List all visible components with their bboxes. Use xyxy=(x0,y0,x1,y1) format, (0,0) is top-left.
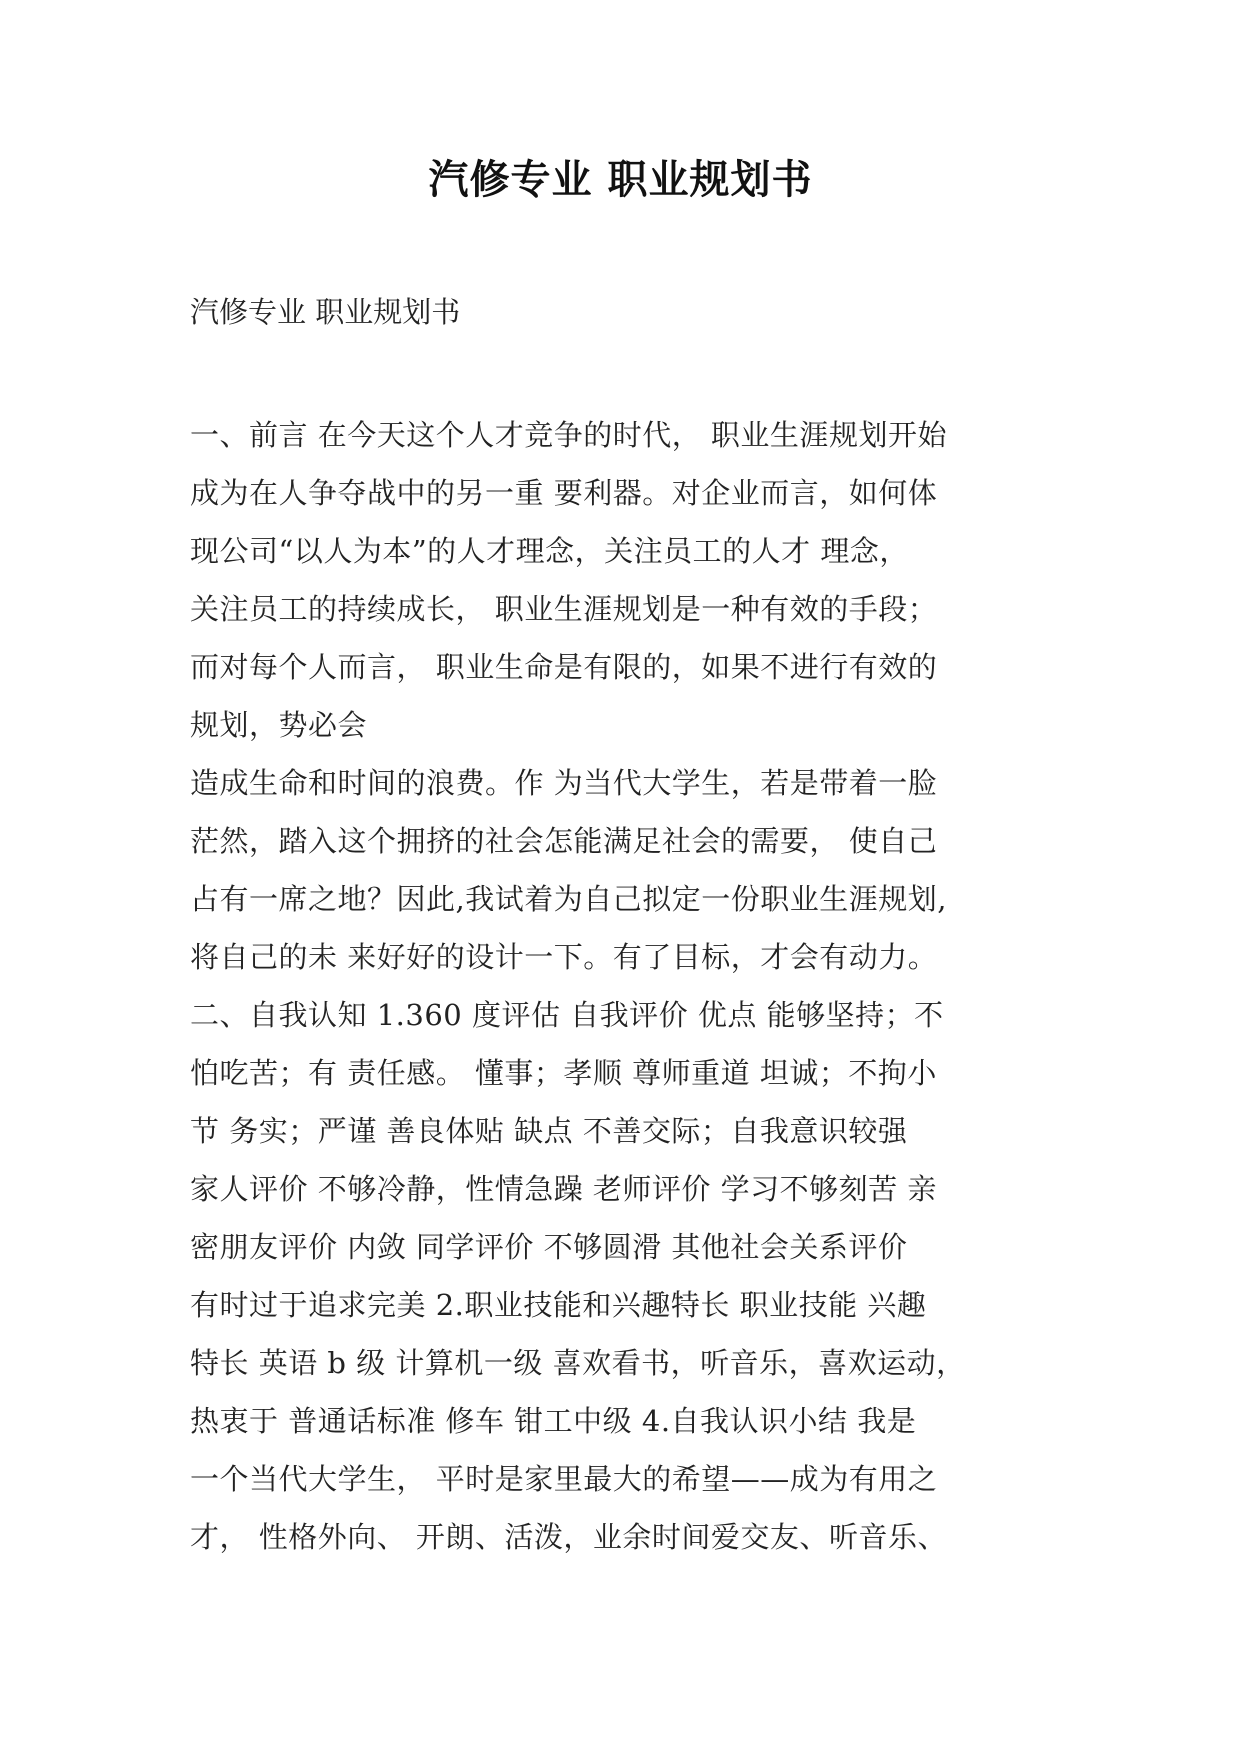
body-text-line: 怕吃苦；有 责任感。 懂事；孝顺 尊师重道 坦诚；不拘小 xyxy=(190,1056,937,1090)
body-text-line: 现公司“以人为本”的人才理念，关注员工的人才 理念， xyxy=(190,534,909,568)
body-text-line: 将自己的未 来好好的设计一下。有了目标，才会有动力。 xyxy=(190,940,938,974)
body-text-line: 节 务实；严谨 善良体贴 缺点 不善交际；自我意识较强 xyxy=(190,1114,908,1148)
document-title: 汽修专业 职业规划书 xyxy=(428,156,813,203)
body-text-line: 才， 性格外向、 开朗、活泼，业余时间爱交友、听音乐、 xyxy=(190,1520,947,1554)
body-text-line: 关注员工的持续成长， 职业生涯规划是一种有效的手段； xyxy=(190,592,938,626)
body-text-line: 热衷于 普通话标准 修车 钳工中级 4.自我认识小结 我是 xyxy=(190,1404,917,1438)
body-text-line: 规划，势必会 xyxy=(190,708,368,742)
body-text-line: 特长 英语 b 级 计算机一级 喜欢看书，听音乐，喜欢运动， xyxy=(190,1346,966,1380)
body-text-line: 一个当代大学生， 平时是家里最大的希望——成为有用之 xyxy=(190,1462,938,1496)
body-text-line: 家人评价 不够冷静，性情急躁 老师评价 学习不够刻苦 亲 xyxy=(190,1172,937,1206)
body-text-line: 茫然，踏入这个拥挤的社会怎能满足社会的需要， 使自己 xyxy=(190,824,938,858)
body-text-line: 二、自我认知 1.360 度评估 自我评价 优点 能够坚持；不 xyxy=(190,998,944,1032)
document-subtitle: 汽修专业 职业规划书 xyxy=(190,295,461,329)
body-text-line: 有时过于追求完美 2.职业技能和兴趣特长 职业技能 兴趣 xyxy=(190,1288,927,1322)
body-text-line: 密朋友评价 内敛 同学评价 不够圆滑 其他社会关系评价 xyxy=(190,1230,908,1264)
body-text-line: 一、前言 在今天这个人才竞争的时代， 职业生涯规划开始 xyxy=(190,418,947,452)
document-body xyxy=(190,406,1080,1566)
body-text-line: 造成生命和时间的浪费。作 为当代大学生，若是带着一脸 xyxy=(190,766,938,800)
body-text-line: 而对每个人而言， 职业生命是有限的，如果不进行有效的 xyxy=(190,650,938,684)
body-text-line: 占有一席之地？因此,我试着为自己拟定一份职业生涯规划, xyxy=(190,882,947,916)
body-text-line: 成为在人争夺战中的另一重 要利器。对企业而言，如何体 xyxy=(190,476,938,510)
